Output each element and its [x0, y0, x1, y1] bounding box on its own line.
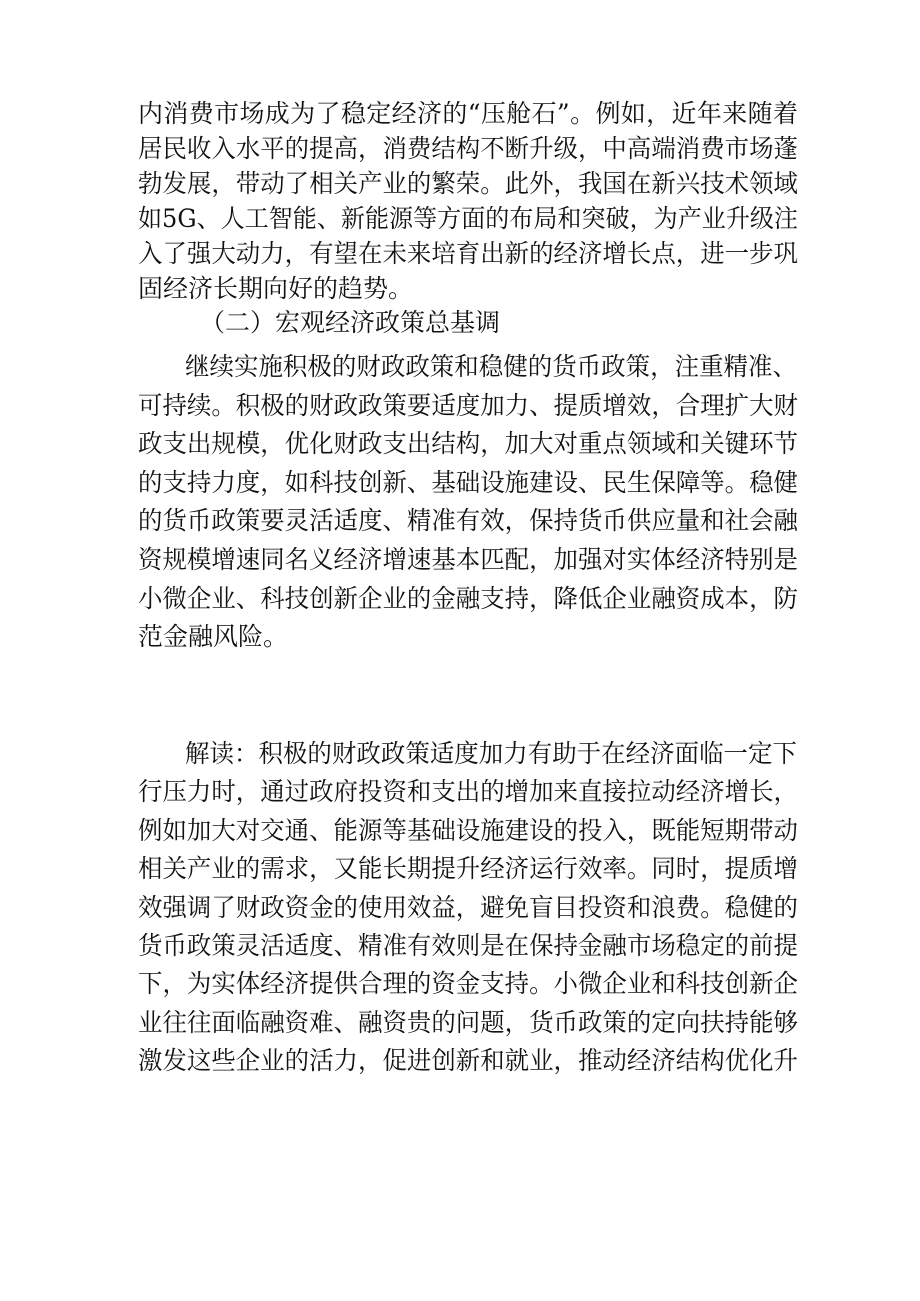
- paragraph-policy: [138, 348, 798, 657]
- text-line: 行压力时，通过政府投资和支出的增加来直接拉动经济增长，: [138, 777, 798, 807]
- text-line: 政支出规模，优化财政支出结构，加大对重点领域和关键环节: [138, 429, 798, 459]
- text-line: 解读：积极的财政政策适度加力有助于在经济面临一定下: [185, 739, 798, 768]
- text-line: 例如加大对交通、能源等基础设施建设的投入，既能短期带动: [138, 815, 798, 845]
- text-line: 的货币政策要灵活适度、精准有效，保持货币供应量和社会融: [138, 506, 798, 536]
- section-heading: （二）宏观经济政策总基调: [200, 308, 501, 337]
- text-line: 下，为实体经济提供合理的资金支持。小微企业和科技创新企: [138, 969, 798, 999]
- text-line: 居民收入水平的提高，消费结构不断升级，中高端消费市场蓬: [138, 134, 798, 163]
- text-line: 固经济长期向好的趋势。: [138, 274, 414, 303]
- text-line: 的支持力度，如科技创新、基础设施建设、民生保障等。稳健: [138, 467, 798, 497]
- text-line: 内消费市场成为了稳定经济的“压舱石”。例如，近年来随着: [138, 99, 799, 128]
- text-line: 激发这些企业的活力，促进创新和就业，推动经济结构优化升: [138, 1046, 798, 1076]
- paragraph-interpretation: [138, 735, 798, 1081]
- text-line: 货币政策灵活适度、精准有效则是在保持金融市场稳定的前提: [138, 931, 798, 961]
- text-line: 入了强大动力，有望在未来培育出新的经济增长点，进一步巩: [138, 239, 798, 268]
- text-line: 小微企业、科技创新企业的金融支持，降低企业融资成本，防: [138, 583, 798, 613]
- text-line: 资规模增速同名义经济增速基本匹配，加强对实体经济特别是: [138, 544, 798, 574]
- text-line: 如5G、人工智能、新能源等方面的布局和突破，为产业升级注: [138, 204, 798, 233]
- text-line: 勃发展，带动了相关产业的繁荣。此外，我国在新兴技术领域: [138, 169, 798, 198]
- text-line: 范金融风险。: [138, 622, 289, 652]
- paragraph-consumption: [138, 96, 798, 306]
- text-line: 可持续。积极的财政政策要适度加力、提质增效，合理扩大财: [138, 390, 798, 420]
- text-line: 效强调了财政资金的使用效益，避免盲目投资和浪费。稳健的: [138, 892, 798, 922]
- text-line: 继续实施积极的财政政策和稳健的货币政策，注重精准、: [185, 352, 798, 381]
- text-line: 相关产业的需求，又能长期提升经济运行效率。同时，提质增: [138, 854, 798, 884]
- text-line: 业往往面临融资难、融资贵的问题，货币政策的定向扶持能够: [138, 1007, 798, 1037]
